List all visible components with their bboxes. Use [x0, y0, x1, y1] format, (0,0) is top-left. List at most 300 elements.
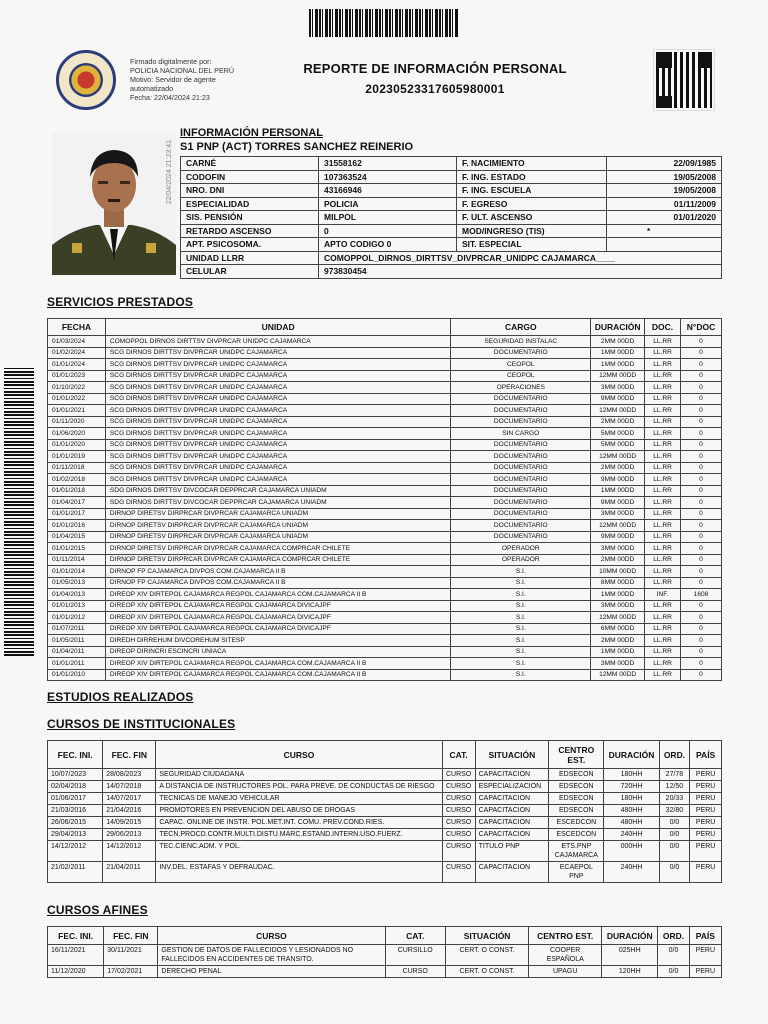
table-cell: 01/01/2022 — [48, 393, 106, 405]
table-cell: COMOPPOL DIRNOS DIRTTSV DIVPRCAR UNIDPC CAJAMARCA — [105, 336, 451, 348]
table-cell: DIREDH DIRREHUM DIVCOREHUM SITESP — [105, 635, 451, 647]
table-cell: 01/01/2021 — [48, 405, 106, 417]
table-cell: 0 — [681, 554, 722, 566]
table-cell: CURSO — [385, 966, 445, 978]
field-label: APT. PSICOSOMA. — [181, 238, 319, 252]
table-cell: SCG DIRNOS DIRTTSV DIVPRCAR UNIDPC CAJAMARCA — [105, 347, 451, 359]
field-label: SIS. PENSIÓN — [181, 211, 319, 225]
table-row — [181, 238, 722, 252]
table-row — [48, 945, 722, 966]
table-cell: 01/01/2019 — [48, 451, 106, 463]
table-cell: 0 — [681, 600, 722, 612]
table-row — [48, 439, 722, 451]
col-header: DURACIÓN — [604, 741, 659, 769]
table-cell: DOCUMENTARIO — [451, 520, 591, 532]
table-cell: EDSECON — [549, 793, 604, 805]
table-cell: 14/07/2017 — [103, 793, 156, 805]
table-cell: 12MM 00DD — [591, 451, 645, 463]
table-row — [48, 474, 722, 486]
table-cell: LL.RR — [645, 566, 681, 578]
table-row — [48, 829, 722, 841]
table-cell: DOCUMENTARIO — [451, 508, 591, 520]
table-cell: S.I. — [451, 589, 591, 601]
table-row — [48, 769, 722, 781]
table-row — [181, 170, 722, 184]
table-cell: LL.RR — [645, 382, 681, 394]
table-cell: LL.RR — [645, 393, 681, 405]
table-cell: 2MM 00DD — [591, 462, 645, 474]
col-header: FEC. INI. — [48, 927, 104, 945]
table-cell: CAPAC. ONLINE DE INSTR. POL.MET.INT. COMU. PREV.COND.RIES. — [156, 817, 442, 829]
table-cell: 12MM 00DD — [591, 669, 645, 681]
table-cell: DOCUMENTARIO — [451, 485, 591, 497]
table-cell: 01/01/2013 — [48, 600, 106, 612]
table-cell: PERU — [690, 805, 722, 817]
table-row — [48, 370, 722, 382]
table-cell: LL.RR — [645, 474, 681, 486]
table-cell: 28/08/2023 — [103, 769, 156, 781]
table-cell: 1MM 00DD — [591, 347, 645, 359]
table-cell: LL.RR — [645, 485, 681, 497]
table-cell: 0 — [681, 623, 722, 635]
table-cell: 01/05/2013 — [48, 577, 106, 589]
field-label: F. ING. ESCUELA — [457, 184, 607, 198]
table-header-row — [48, 927, 722, 945]
table-cell: 0/0 — [658, 945, 689, 966]
table-cell: 720HH — [604, 781, 659, 793]
table-cell: S.I. — [451, 566, 591, 578]
table-cell: 3MM 00DD — [591, 508, 645, 520]
table-cell: 0 — [681, 439, 722, 451]
table-cell: 01/01/2023 — [48, 370, 106, 382]
table-cell: 0 — [681, 543, 722, 555]
table-row — [181, 251, 722, 265]
table-cell: 17/02/2021 — [104, 966, 158, 978]
table-cell: 30/11/2021 — [104, 945, 158, 966]
table-cell: OPERADOR — [451, 554, 591, 566]
table-row — [48, 462, 722, 474]
table-cell: 0 — [681, 635, 722, 647]
table-cell: S.I. — [451, 577, 591, 589]
table-cell: DIRNOP FP CAJAMARCA DIVPOS COM.CAJAMARCA II B — [105, 577, 451, 589]
table-cell: CAPACITACION — [475, 769, 549, 781]
table-cell: S.I. — [451, 646, 591, 658]
field-value: APTO CODIGO 0 — [319, 238, 457, 252]
table-cell: 14/12/2012 — [103, 841, 156, 862]
table-cell: 0 — [681, 485, 722, 497]
table-cell: 01/10/2022 — [48, 382, 106, 394]
table-cell: LL.RR — [645, 462, 681, 474]
table-cell: DIREOP XIV DIRTEPOL CAJAMARCA REGPOL CAJAMARCA COM.CAJAMARCA II B — [105, 589, 451, 601]
table-cell: DOCUMENTARIO — [451, 451, 591, 463]
table-cell: S.I. — [451, 658, 591, 670]
table-cell: PERU — [690, 862, 722, 883]
table-cell: 5MM 00DD — [591, 428, 645, 440]
table-cell: CEOPOL — [451, 370, 591, 382]
table-cell: ESCEDCON — [549, 829, 604, 841]
table-cell: LL.RR — [645, 359, 681, 371]
table-cell: 01/02/2018 — [48, 474, 106, 486]
table-cell: 0/0 — [659, 829, 690, 841]
table-cell: LL.RR — [645, 669, 681, 681]
col-header: ORD. — [658, 927, 689, 945]
table-cell: SCG DIRNOS DIRTTSV DIVPRCAR UNIDPC CAJAMARCA — [105, 428, 451, 440]
table-row — [181, 157, 722, 171]
table-cell: PERU — [689, 966, 721, 978]
table-cell: PERU — [690, 829, 722, 841]
sign-line: automatizado — [130, 84, 174, 93]
table-cell: DIREOP XIV DIRTEPOL CAJAMARCA REGPOL CAJAMARCA DIVICAJPF — [105, 612, 451, 624]
table-cell: ESPECIALIZACION — [475, 781, 549, 793]
table-cell: 240HH — [604, 829, 659, 841]
table-cell: 01/03/2024 — [48, 336, 106, 348]
table-cell: SCG DIRNOS DIRTTSV DIVPRCAR UNIDPC CAJAMARCA — [105, 370, 451, 382]
table-row — [48, 646, 722, 658]
col-header: UNIDAD — [105, 319, 451, 336]
shield-icon — [69, 63, 103, 97]
table-cell: 0/0 — [659, 841, 690, 862]
table-cell: 01/01/2018 — [48, 485, 106, 497]
col-header: CURSO — [158, 927, 385, 945]
table-cell: 2MM 00DD — [591, 336, 645, 348]
col-header: PAÍS — [689, 927, 721, 945]
table-cell: LL.RR — [645, 336, 681, 348]
field-label: CODOFIN — [181, 170, 319, 184]
report-title: REPORTE DE INFORMACIÓN PERSONAL — [303, 61, 567, 76]
col-header: SITUACIÓN — [445, 927, 528, 945]
table-cell: 01/02/2024 — [48, 347, 106, 359]
table-cell: 480HH — [604, 805, 659, 817]
table-cell: 01/01/2010 — [48, 669, 106, 681]
table-cell: PERU — [690, 817, 722, 829]
table-cell: 0 — [681, 336, 722, 348]
side-barcode — [4, 366, 34, 656]
table-row — [48, 862, 722, 883]
sign-line: POLICIA NACIONAL DEL PERÚ — [130, 66, 235, 75]
table-cell: 0 — [681, 497, 722, 509]
table-cell: INV.DEL. ESTAFAS Y DEFRAUDAC. — [156, 862, 442, 883]
table-cell: SEGURIDAD CIUDADANA — [156, 769, 442, 781]
table-cell: 120HH — [602, 966, 658, 978]
table-cell: CURSO — [442, 829, 475, 841]
sign-line: Firmado digitalmente por: — [130, 57, 212, 66]
table-cell: 01/11/2014 — [48, 554, 106, 566]
field-label: F. ING. ESTADO — [457, 170, 607, 184]
table-cell: DIREOP XIV DIRTEPOL CAJAMARCA REGPOL CAJAMARCA DIVICAJPF — [105, 623, 451, 635]
col-header: N°DOC — [681, 319, 722, 336]
services-title: SERVICIOS PRESTADOS — [47, 295, 194, 309]
col-header: CURSO — [156, 741, 442, 769]
table-cell: 2MM 00DD — [591, 635, 645, 647]
table-cell: LL.RR — [645, 612, 681, 624]
table-row — [48, 577, 722, 589]
col-header: ORD. — [659, 741, 690, 769]
table-cell: DOCUMENTARIO — [451, 347, 591, 359]
signature-info — [130, 57, 280, 102]
table-cell: LL.RR — [645, 577, 681, 589]
table-cell: DIRNOP FP CAJAMARCA DIVPOS COM.CAJAMARCA II B — [105, 566, 451, 578]
table-cell: 0 — [681, 462, 722, 474]
table-cell: LL.RR — [645, 543, 681, 555]
table-cell: COOPER ESPAÑOLA — [529, 945, 602, 966]
table-cell: 27/78 — [659, 769, 690, 781]
table-cell: 01/06/2020 — [48, 428, 106, 440]
table-cell: 0 — [681, 428, 722, 440]
table-cell: CAPACITACION — [475, 862, 549, 883]
table-cell: DOCUMENTARIO — [451, 474, 591, 486]
table-cell: SEGURIDAD INSTALAC — [451, 336, 591, 348]
table-cell: TEC.CIENC.ADM. Y POL. — [156, 841, 442, 862]
related-courses-body — [48, 945, 722, 978]
table-cell: 0 — [681, 612, 722, 624]
table-cell: LL.RR — [645, 508, 681, 520]
institutional-courses-table — [47, 740, 722, 883]
table-cell: SCG DIRNOS DIRTTSV DIVPRCAR UNIDPC CAJAMARCA — [105, 382, 451, 394]
table-cell: 14/09/2015 — [103, 817, 156, 829]
table-cell: 0 — [681, 658, 722, 670]
qr-code-icon — [654, 50, 714, 110]
table-cell: 01/11/2020 — [48, 416, 106, 428]
table-cell: 3MM 00DD — [591, 382, 645, 394]
table-cell: 0 — [681, 382, 722, 394]
table-cell: 01/01/2011 — [48, 658, 106, 670]
table-cell: 9MM 00DD — [591, 474, 645, 486]
table-row — [48, 497, 722, 509]
table-cell: DERECHO PENAL — [158, 966, 385, 978]
personnel-photo — [52, 133, 176, 275]
field-label: NRO. DNI — [181, 184, 319, 198]
table-row — [48, 508, 722, 520]
table-cell: 01/01/2020 — [48, 439, 106, 451]
table-cell: SDG DIRNOS DIRTTSV DIVCOCAR DEPPRCAR CAJAMARCA UNIADM — [105, 497, 451, 509]
table-row — [48, 781, 722, 793]
table-cell: 12MM 00DD — [591, 405, 645, 417]
col-header: CENTRO EST. — [549, 741, 604, 769]
table-row — [181, 224, 722, 238]
table-cell: DOCUMENTARIO — [451, 439, 591, 451]
table-row — [48, 405, 722, 417]
table-cell: 01/04/2011 — [48, 646, 106, 658]
table-row — [48, 393, 722, 405]
table-cell: 0 — [681, 531, 722, 543]
table-cell: LL.RR — [645, 347, 681, 359]
field-label: F. EGRESO — [457, 197, 607, 211]
field-value: 0 — [319, 224, 457, 238]
field-value: 22/09/1985 — [607, 157, 722, 171]
table-cell: 01/06/2017 — [48, 793, 103, 805]
table-cell: EDSECON — [549, 805, 604, 817]
table-row — [48, 451, 722, 463]
table-row — [181, 265, 722, 279]
field-value: 31558162 — [319, 157, 457, 171]
field-label: CELULAR — [181, 265, 319, 279]
table-cell: 240HH — [604, 862, 659, 883]
table-cell: 01/01/2016 — [48, 520, 106, 532]
col-header: CAT. — [385, 927, 445, 945]
table-cell: DIRNOP DIRETSV DIRPRCAR DIVPRCAR CAJAMARCA COMPRCAR CHILETE — [105, 543, 451, 555]
table-cell: LL.RR — [645, 658, 681, 670]
table-cell: 14/12/2012 — [48, 841, 103, 862]
table-cell: LL.RR — [645, 635, 681, 647]
table-cell: LL.RR — [645, 405, 681, 417]
col-header: FECHA — [48, 319, 106, 336]
table-cell: 0 — [681, 508, 722, 520]
table-cell: ECAEPOL PNP — [549, 862, 604, 883]
table-row — [48, 669, 722, 681]
field-value: 19/05/2008 — [607, 184, 722, 198]
table-cell: PERU — [690, 769, 722, 781]
table-cell: 0 — [681, 566, 722, 578]
table-header-row — [48, 319, 722, 336]
table-cell: CEOPOL — [451, 359, 591, 371]
table-cell: GESTION DE DATOS DE FALLECIDOS Y LESIONADOS NO FALLECIDOS EN ACCIDENTES DE TRANSITO. — [158, 945, 385, 966]
table-cell: 0 — [681, 405, 722, 417]
table-cell: 01/04/2017 — [48, 497, 106, 509]
table-cell: 0 — [681, 669, 722, 681]
table-cell: CAPACITACION — [475, 805, 549, 817]
table-cell: 0 — [681, 474, 722, 486]
field-value: MILPOL — [319, 211, 457, 225]
table-header-row — [48, 741, 722, 769]
table-cell: LL.RR — [645, 554, 681, 566]
related-courses-title: CURSOS AFINES — [47, 903, 148, 917]
table-row — [48, 635, 722, 647]
col-header: CARGO — [451, 319, 591, 336]
table-cell: 1608 — [681, 589, 722, 601]
table-cell: DIREOP DIRINCRI ESCINCRI UNIACA — [105, 646, 451, 658]
col-header: FEC. FIN — [104, 927, 158, 945]
table-cell: DIRNOP DIRETSV DIRPRCAR DIVPRCAR CAJAMARCA UNIADM — [105, 520, 451, 532]
table-cell: 180HH — [604, 793, 659, 805]
table-cell: 0 — [681, 416, 722, 428]
table-cell: 12/50 — [659, 781, 690, 793]
table-row — [48, 658, 722, 670]
table-cell: LL.RR — [645, 370, 681, 382]
field-value: * — [607, 224, 722, 238]
table-cell: 26/06/2015 — [48, 817, 103, 829]
table-row — [48, 336, 722, 348]
table-cell: PERU — [690, 781, 722, 793]
table-cell: TITULO PNP — [475, 841, 549, 862]
field-label: UNIDAD LLRR — [181, 251, 319, 265]
table-cell: CURSO — [442, 862, 475, 883]
col-header: SITUACIÓN — [475, 741, 549, 769]
table-cell: DOCUMENTARIO — [451, 531, 591, 543]
col-header: FEC. FIN — [103, 741, 156, 769]
table-cell: 2MM 00DD — [591, 416, 645, 428]
table-row — [181, 197, 722, 211]
table-cell: PROMOTORES EN PREVENCION DEL ABUSO DE DROGAS — [156, 805, 442, 817]
table-cell: 01/01/2015 — [48, 543, 106, 555]
table-cell: ESCEDCON — [549, 817, 604, 829]
table-cell: 01/05/2011 — [48, 635, 106, 647]
table-cell: CURSO — [442, 817, 475, 829]
table-cell: 1MM 00DD — [591, 359, 645, 371]
table-cell: LL.RR — [645, 439, 681, 451]
table-row — [48, 531, 722, 543]
table-cell: S.I. — [451, 623, 591, 635]
table-cell: 0/0 — [658, 966, 689, 978]
table-cell: CURSO — [442, 781, 475, 793]
table-cell: 480HH — [604, 817, 659, 829]
table-row — [48, 359, 722, 371]
table-cell: CERT. O CONST. — [445, 945, 528, 966]
table-cell: LL.RR — [645, 416, 681, 428]
table-row — [48, 600, 722, 612]
table-cell: INF. — [645, 589, 681, 601]
col-header: DOC. — [645, 319, 681, 336]
table-cell: 1MM 00DD — [591, 485, 645, 497]
table-cell: EDSECON — [549, 781, 604, 793]
table-cell: LL.RR — [645, 428, 681, 440]
table-cell: SCG DIRNOS DIRTTSV DIVPRCAR UNIDPC CAJAMARCA — [105, 393, 451, 405]
table-cell: 5MM 00DD — [591, 439, 645, 451]
table-row — [48, 485, 722, 497]
field-label: SIT. ESPECIAL — [457, 238, 607, 252]
table-cell: LL.RR — [645, 600, 681, 612]
table-row — [181, 184, 722, 198]
table-cell: 0 — [681, 393, 722, 405]
table-cell: 000HH — [604, 841, 659, 862]
table-row — [48, 589, 722, 601]
table-cell: CURSO — [442, 793, 475, 805]
table-cell: 0 — [681, 520, 722, 532]
table-row — [48, 520, 722, 532]
table-cell: 16/11/2021 — [48, 945, 104, 966]
field-value: 01/11/2009 — [607, 197, 722, 211]
field-label: CARNÉ — [181, 157, 319, 171]
table-row — [48, 817, 722, 829]
table-cell: 6MM 00DD — [591, 623, 645, 635]
table-cell: DOCUMENTARIO — [451, 497, 591, 509]
table-cell: CURSILLO — [385, 945, 445, 966]
table-cell: 14/07/2018 — [103, 781, 156, 793]
table-cell: 0 — [681, 359, 722, 371]
field-label: ESPECIALIDAD — [181, 197, 319, 211]
table-cell: 0 — [681, 347, 722, 359]
table-cell: 01/01/2017 — [48, 508, 106, 520]
table-cell: SCG DIRNOS DIRTTSV DIVPRCAR UNIDPC CAJAMARCA — [105, 359, 451, 371]
table-cell: LL.RR — [645, 623, 681, 635]
field-label: RETARDO ASCENSO — [181, 224, 319, 238]
sign-line: Fecha: 22/04/2024 21:23 — [130, 93, 210, 102]
sign-line: Motivo: Servidor de agente — [130, 75, 216, 84]
table-cell: CAPACITACION — [475, 829, 549, 841]
table-row — [48, 805, 722, 817]
table-cell: 025HH — [602, 945, 658, 966]
table-cell: 12MM 00DD — [591, 370, 645, 382]
table-cell: DIREOP XIV DIRTEPOL CAJAMARCA REGPOL CAJAMARCA COM.CAJAMARCA II B — [105, 669, 451, 681]
table-cell: OPERADOR — [451, 543, 591, 555]
table-cell: CAPACITACION — [475, 793, 549, 805]
table-row — [48, 612, 722, 624]
table-cell: 01/01/2014 — [48, 566, 106, 578]
table-cell: LL.RR — [645, 520, 681, 532]
table-row — [48, 428, 722, 440]
field-label: MOD/INGRESO (TIS) — [457, 224, 607, 238]
table-cell: SCG DIRNOS DIRTTSV DIVPRCAR UNIDPC CAJAMARCA — [105, 416, 451, 428]
table-cell: 3MM 00DD — [591, 543, 645, 555]
col-header: CAT. — [442, 741, 475, 769]
table-cell: 32/80 — [659, 805, 690, 817]
table-cell: 0 — [681, 451, 722, 463]
table-row — [181, 211, 722, 225]
table-cell: 9MM 00DD — [591, 531, 645, 543]
table-cell: SCG DIRNOS DIRTTSV DIVPRCAR UNIDPC CAJAMARCA — [105, 474, 451, 486]
field-value: 107363524 — [319, 170, 457, 184]
table-cell: DIRNOP DIRETSV DIRPRCAR DIVPRCAR CAJAMARCA COMPRCAR CHILETE — [105, 554, 451, 566]
table-cell: SIN CARGO — [451, 428, 591, 440]
